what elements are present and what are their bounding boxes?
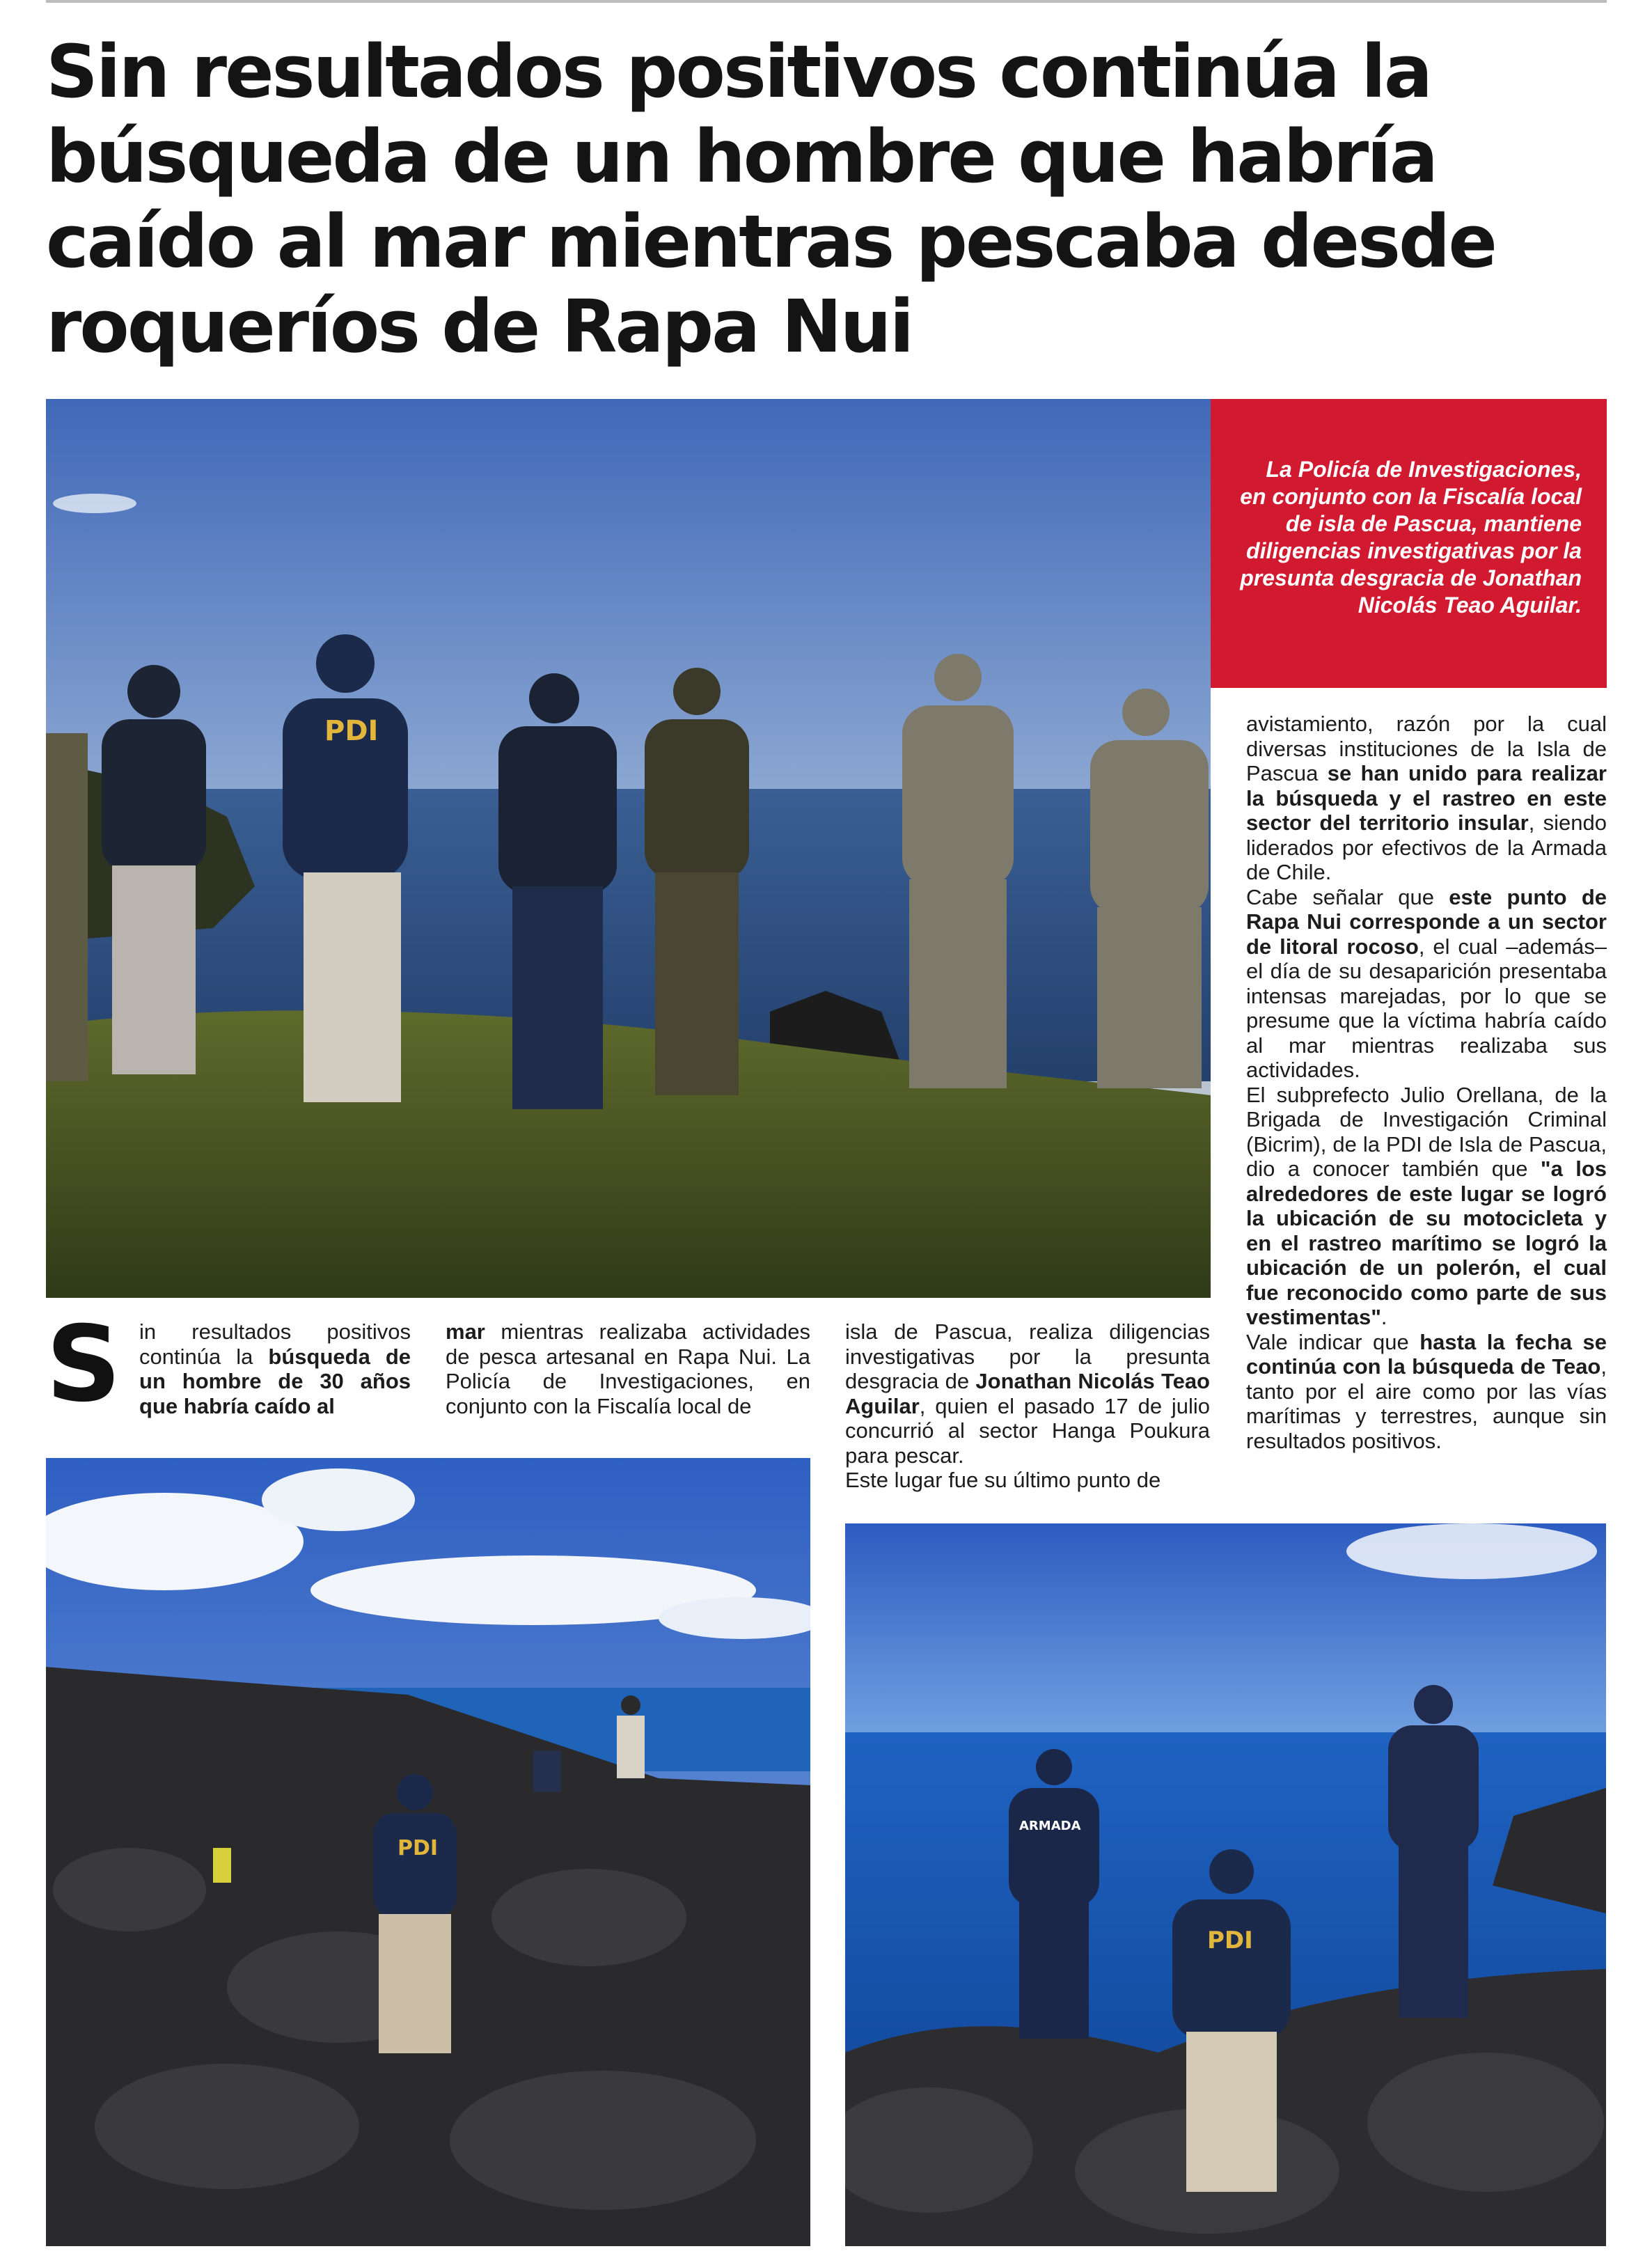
col3-text-1: isla de Pascua, realiza diligencias investigativas por la presunta desgracia de [845, 1319, 1210, 1393]
photo2-jacket-label: PDI [398, 1836, 439, 1860]
col4-p3-text-2: . [1380, 1305, 1387, 1329]
col4-p3-text-1: El subprefecto Julio Orellana, de la Brigada de Investigación Criminal (Bicrim), de la PDI de Isla de Pascua, dio a conocer también que [1246, 1082, 1607, 1181]
column-1 [46, 1304, 411, 1425]
column-4 [1246, 712, 1607, 1453]
col4-p2-text-2: , el cual –además– el día de su desaparición presentaba intensas marejadas, por lo que se presume que la víctima habría caído al mar mientras realizaba sus actividades. [1246, 934, 1607, 1082]
top-rule [46, 0, 1607, 3]
photo3-jacket-label-armada: ARMADA [1019, 1819, 1081, 1833]
col4-p4-text-2: , tanto por el aire como por las vías marítimas y terrestres, aunque sin resultados positivos. [1246, 1354, 1607, 1453]
photo1-jacket-label: PDI [324, 715, 379, 747]
col4-p4-text-1: Vale indicar que [1246, 1329, 1420, 1354]
col3-paragraph-2: Este lugar fue su último punto de [845, 1468, 1161, 1492]
photo-officers-on-cliff [46, 399, 1211, 1298]
headline: Sin resultados positivos continúa la búsqueda de un hombre que habría caído al mar mientras pescaba desde roqueríos de Rapa Nui [46, 29, 1495, 369]
col4-p3-bold: "a los alrededores de este lugar se logró la ubicación de su motocicleta y en el rastreo marítimo se logró la ubicación de un polerón, el cual fue reconocido como parte de sus vestimentas" [1246, 1157, 1607, 1329]
sidebar-text: La Policía de Investigaciones, en conjunto con la Fiscalía local de isla de Pascua, mantiene diligencias investigativas por la presunta desgracia de Jonathan Nicolás Teao Aguilar. [1240, 457, 1582, 618]
column-2 [446, 1319, 810, 1418]
col1-bold: búsqueda de un hombre de 30 años que habría caído al [139, 1344, 411, 1418]
col4-p1-text-1: avistamiento, razón por la cual diversas instituciones de la Isla de Pascua [1246, 712, 1607, 785]
photo3-jacket-label-pdi: PDI [1207, 1927, 1253, 1954]
col4-p4-bold: hasta la fecha se continúa con la búsqueda de Teao [1246, 1329, 1607, 1379]
col3-bold: Jonathan Nicolás Teao Aguilar [845, 1369, 1210, 1418]
col3-text-2: , quien el pasado 17 de julio concurrió al sector Hanga Poukura para pescar. [845, 1393, 1210, 1468]
col2-text: mientras realizaba actividades de pesca artesanal en Rapa Nui. La Policía de Investigaciones, en conjunto con la Fiscalía local de [446, 1319, 810, 1418]
col4-p2-bold: este punto de Rapa Nui corresponde a un sector de litoral rocoso [1246, 884, 1607, 959]
col4-p1-text-2: , siendo liderados por efectivos de la Armada de Chile. [1246, 810, 1607, 884]
sidebar-callout [1211, 399, 1607, 688]
col4-p1-bold: se han unido para realizar la búsqueda y el rastreo en este sector del territorio insular [1246, 761, 1607, 835]
col1-text: in resultados positivos continúa la [139, 1319, 411, 1369]
column-3 [845, 1319, 1210, 1493]
photo-officers-on-rocks [845, 1523, 1606, 2246]
col4-p2-text-1: Cabe señalar que [1246, 884, 1449, 909]
dropcap: S [46, 1304, 122, 1425]
photo-rocky-shore-search [46, 1458, 810, 2246]
col2-bold: mar [446, 1319, 485, 1344]
